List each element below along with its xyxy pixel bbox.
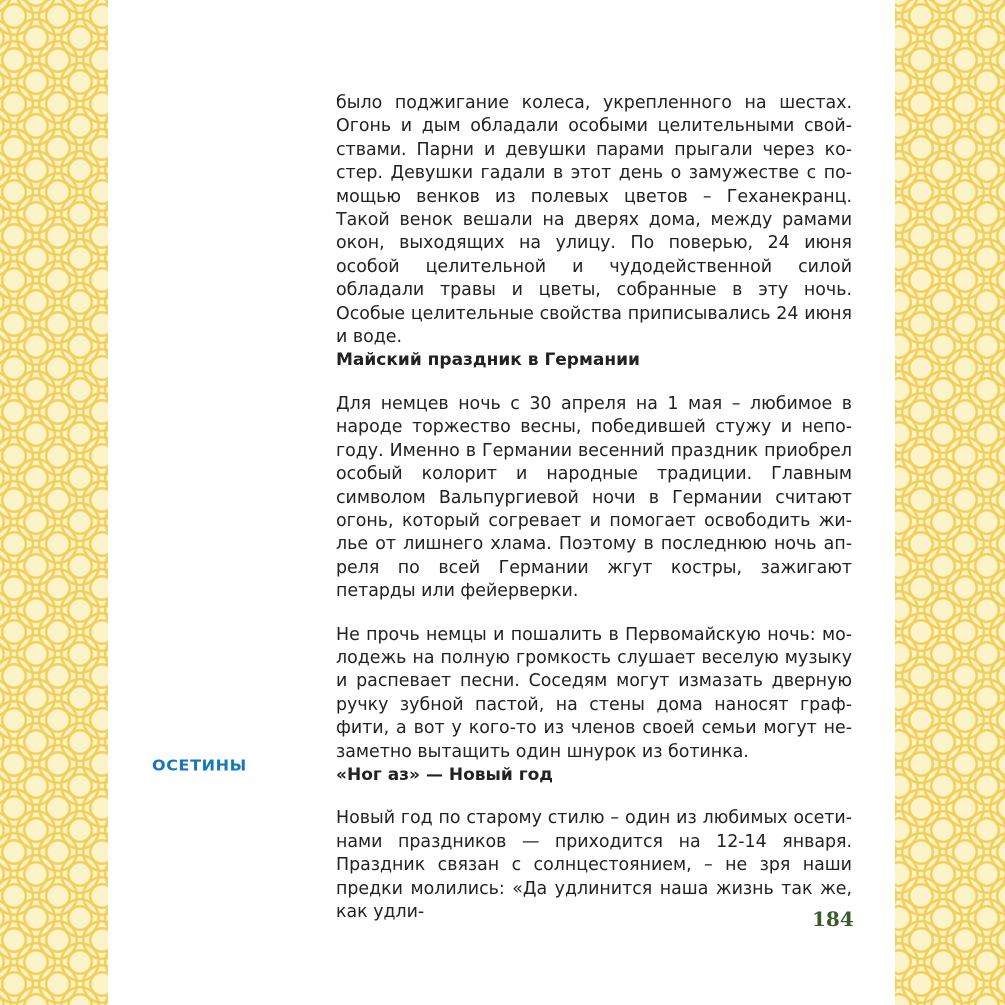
main-text-column <box>336 92 852 924</box>
heading-ossetians: «Ног аз» — Новый год <box>336 764 554 785</box>
section-tag-ossetians: ОСЕТИНЫ <box>152 756 247 775</box>
heading-germany: Майский праздник в Германии <box>336 350 640 371</box>
paragraph-intro: было поджигание колеса, укрепленного на шестах. Огонь и дым обладали особыми целительными свойствами. Парни и девушки парами прыгали через костер. Девушки гадали в этот день о замужестве с помощью венков из полевых цветов – Геханекранц. Такой венок вешали на дверях дома, между рамами окон, выходящих на улицу. По поверью, 24 июня особой целительной и чудодейственной силой обладали травы и цветы, собранные в эту ночь. Особые целительные свойства приписывались 24 июня и воде. <box>336 93 852 348</box>
page-number: 184 <box>812 907 854 931</box>
decorative-border-left <box>0 0 108 1005</box>
paragraph-germany-1: Для немцев ночь с 30 апреля на 1 мая – любимое в народе торжество весны, победившей стужу и непогоду. Именно в Германии весенний праздник приобрел особый колорит и народные традиции. Главным символом Вальпургиевой ночи в Германии считают огонь, который согревает и помогает освободить жилье от лишнего хлама. Поэтому в последнюю ночь апреля по всей Германии жгут костры, зажигают петарды или фейерверки. <box>336 393 852 602</box>
paragraph-germany-2: Не прочь немцы и пошалить в Первомайскую ночь: молодежь на полную громкость слушает веселую музыку и распевает песни. Соседям могут измазать дверную ручку зубной пастой, на стены дома наносят граффити, а вот у кого-то из членов своей семьи могут незаметно вытащить один шнурок из ботинка. <box>336 624 852 762</box>
paragraph-ossetians-1: Новый год по старому стилю – один из любимых осетинами праздников — приходится на 12-14 января. Праздник связан с солнцестоянием, – не зря наши предки молились: «Да удлинится наша жизнь так же, как удли- <box>336 808 852 922</box>
decorative-border-right <box>895 0 1005 1005</box>
